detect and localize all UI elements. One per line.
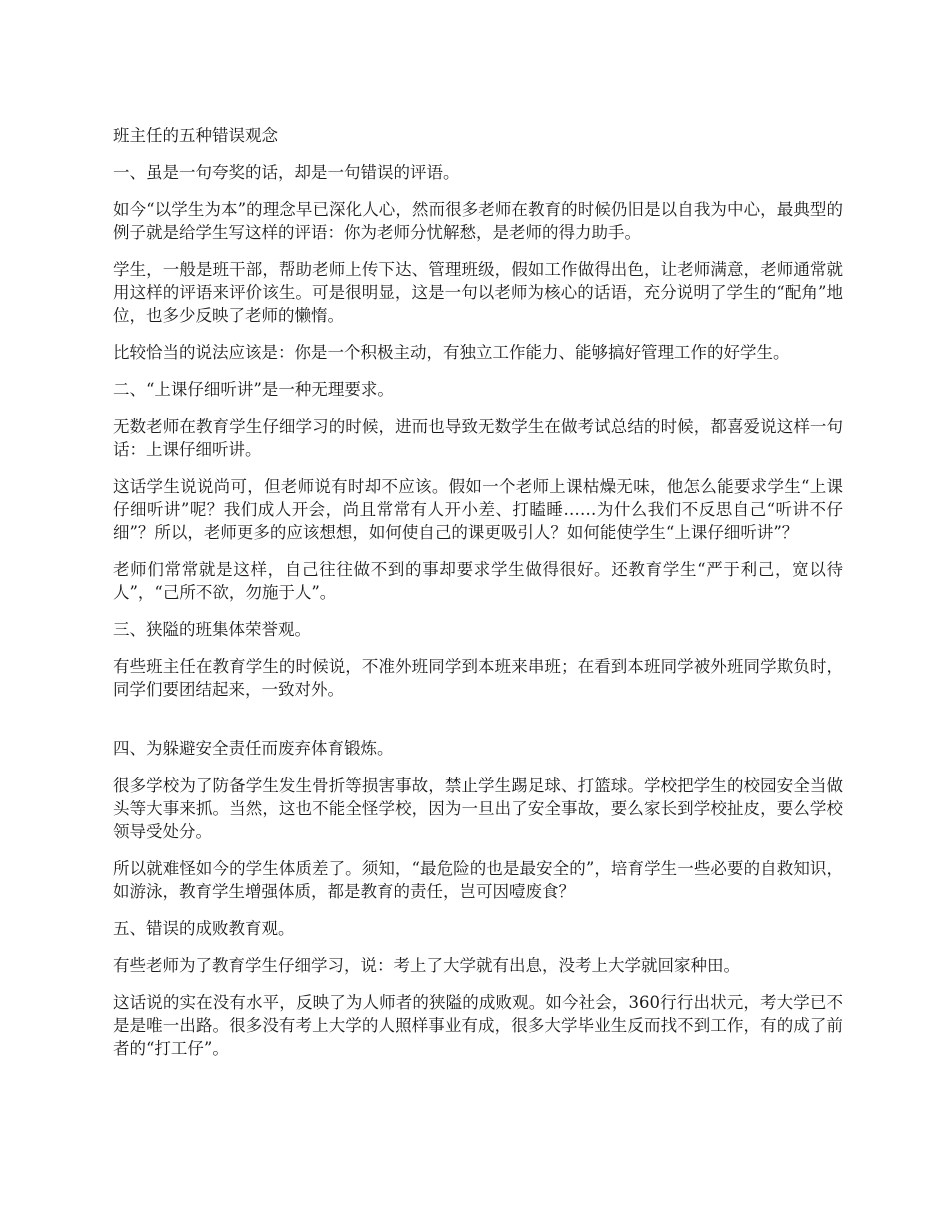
section-heading-2: 二、“上课仔细听讲”是一种无理要求。: [113, 380, 394, 399]
paragraph: 很多学校为了防备学生发生骨折等损害事故，禁止学生踢足球、打篮球。学校把学生的校园安全当做头等大事来抓。当然，这也不能全怪学校，因为一旦出了安全事故，要么家长到学校扯皮，要么学校领导受处分。: [113, 776, 843, 841]
paragraph: 所以就难怪如今的学生体质差了。须知，“最危险的也是最安全的”，培育学生一些必要的自救知识，如游泳，教育学生增强体质，都是教育的责任，岂可因噎废食？: [113, 859, 843, 901]
section-heading-1: 一、虽是一句夸奖的话，却是一句错误的评语。: [113, 163, 460, 182]
paragraph: 有些班主任在教育学生的时候说，不准外班同学到本班来串班；在看到本班同学被外班同学欺负时，同学们要团结起来，一致对外。: [113, 657, 843, 699]
paragraph: 如今“以学生为本”的理念早已深化人心，然而很多老师在教育的时候仍旧是以自我为中心，最典型的例子就是给学生写这样的评语：你为老师分忧解愁，是老师的得力助手。: [113, 200, 843, 242]
document-title: 班主任的五种错误观念: [113, 126, 278, 145]
document-body: [113, 124, 843, 1074]
paragraph: 老师们常常就是这样，自己往往做不到的事却要求学生做得很好。还教育学生“严于利己，宽以待人”，“己所不欲，勿施于人”。: [113, 560, 843, 602]
paragraph: 学生，一般是班干部，帮助老师上传下达、管理班级，假如工作做得出色，让老师满意，老师通常就用这样的评语来评价该生。可是很明显，这是一句以老师为核心的话语，充分说明了学生的“配角”地位，也多少反映了老师的懒惰。: [113, 260, 843, 325]
section-heading-5: 五、错误的成败教育观。: [113, 919, 295, 938]
paragraph: 有些老师为了教育学生仔细学习，说：考上了大学就有出息，没考上大学就回家种田。: [113, 956, 740, 975]
section-heading-4: 四、为躲避安全责任而废弃体育锻炼。: [113, 739, 394, 758]
paragraph: 无数老师在教育学生仔细学习的时候，进而也导致无数学生在做考试总结的时候，都喜爱说这样一句话：上课仔细听讲。: [113, 417, 843, 459]
paragraph: 比较恰当的说法应该是：你是一个积极主动，有独立工作能力、能够搞好管理工作的好学生。: [113, 343, 790, 362]
paragraph: 这话学生说说尚可，但老师说有时却不应该。假如一个老师上课枯燥无味，他怎么能要求学生“上课仔细听讲”呢？我们成人开会，尚且常常有人开小差、打瞌睡……为什么我们不反思自己“听讲不仔细”？所以，老师更多的应该想想，如何使自己的课更吸引人？如何能使学生“上课仔细听讲”？: [113, 477, 843, 542]
section-heading-3: 三、狭隘的班集体荣誉观。: [113, 620, 311, 639]
paragraph: 这话说的实在没有水平，反映了为人师者的狭隘的成败观。如今社会，360行行出状元，考大学已不是是唯一出路。很多没有考上大学的人照样事业有成，很多大学毕业生反而找不到工作，有的成了前者的“打工仔”。: [113, 993, 843, 1058]
